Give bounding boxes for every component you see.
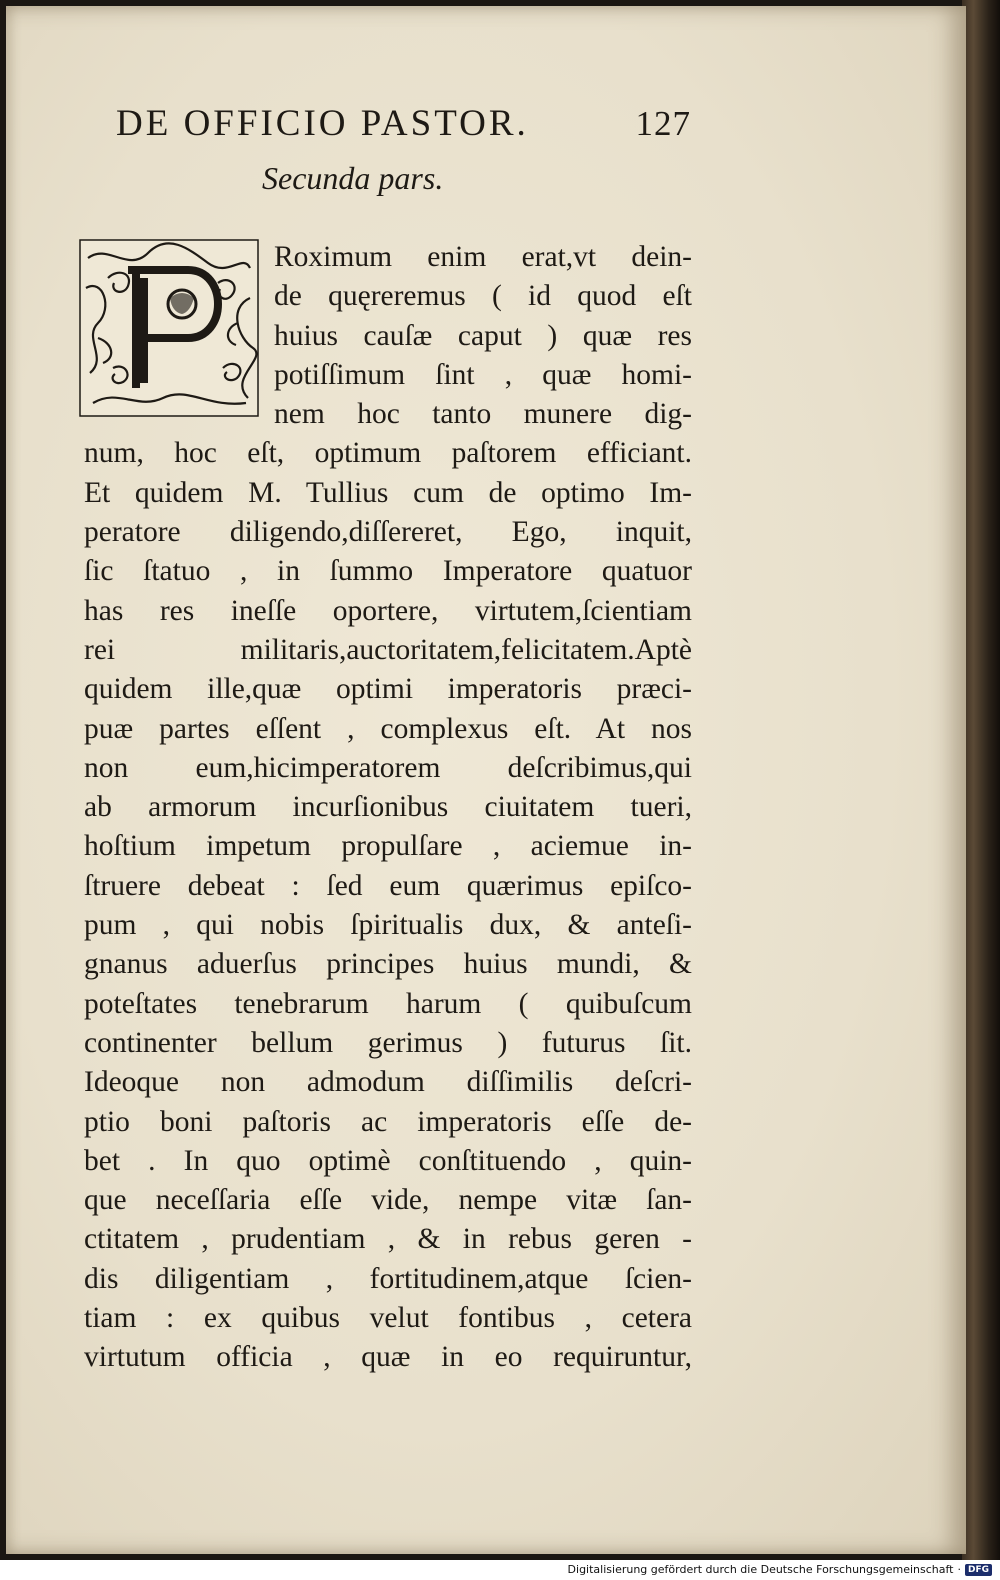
text-line: quidem ille,quæ optimi imperatoris præci- [84, 673, 692, 706]
text-line: puæ partes eſſent , complexus eſt. At nos [84, 712, 692, 745]
text-line: virtutum officia , quæ in eo requiruntur, [84, 1341, 692, 1374]
text-line: poteſtates tenebrarum harum ( quibuſcum [84, 987, 692, 1020]
text-line: non eum,hicimperatorem deſcribimus,qui [84, 751, 692, 784]
text-line: continenter bellum gerimus ) futurus ſit. [84, 1026, 692, 1059]
page-header [116, 102, 691, 145]
text-line: ſtruere debeat : ſed eum quærimus epiſco- [84, 869, 692, 902]
text-line: peratore diligendo,diſſereret, Ego, inquit, [84, 516, 692, 549]
book-edge [962, 0, 1000, 1560]
text-line: ptio boni paſtoris ac imperatoris eſſe de- [84, 1105, 692, 1138]
text-line: Roximum enim erat,vt dein- [274, 241, 692, 273]
text-line: que neceſſaria eſſe vide, nempe vitæ ſan- [84, 1184, 692, 1217]
running-title: DE OFFICIO PASTOR. [116, 103, 529, 144]
credit-text: Digitalisierung gefördert durch die Deutsche Forschungsgemeinschaft [567, 1563, 954, 1576]
text-line: gnanus aduerſus principes huius mundi, & [84, 948, 692, 981]
text-line: pum , qui nobis ſpiritualis dux, & anteſi- [84, 909, 692, 942]
text-line: Ideoque non admodum diſſimilis deſcri- [84, 1066, 692, 1099]
text-line: rei militaris,auctoritatem,felicitatem.Aptè [84, 633, 692, 666]
text-line: ſic ſtatuo , in ſummo Imperatore quatuor [84, 555, 692, 588]
text-line: huius cauſæ caput ) quæ res [274, 319, 692, 352]
page-number: 127 [635, 104, 691, 143]
body-text [84, 238, 692, 1378]
dfg-logo: DFG [965, 1564, 992, 1576]
text-line: de quęreremus ( id quod eſt [274, 280, 692, 313]
text-line: tiam : ex quibus velut fontibus , cetera [84, 1302, 692, 1335]
text-line: bet . In quo optimè conſtituendo , quin- [84, 1144, 692, 1177]
text-line: Et quidem M. Tullius cum de optimo Im- [84, 476, 692, 509]
section-title: Secunda pars. [262, 160, 444, 196]
text-line: num, hoc eſt, optimum paſtorem efficiant. [84, 437, 692, 470]
text-line: hoſtium impetum propulſare , aciemue in- [84, 830, 692, 863]
text-line: ctitatem , prudentiam , & in rebus geren - [84, 1223, 692, 1256]
text-line: ab armorum incurſionibus ciuitatem tueri, [84, 791, 692, 824]
digitization-credit: Digitalisierung gefördert durch die Deutsche Forschungsgemeinschaft · DFG [568, 1563, 992, 1576]
text-line: potiſſimum ſint , quæ homi- [274, 358, 692, 391]
text-line: nem hoc tanto munere dig- [274, 398, 692, 431]
text-line: has res ineſſe oportere, virtutem,ſcientiam [84, 594, 692, 627]
text-line: dis diligentiam , fortitudinem,atque ſcien- [84, 1262, 692, 1295]
